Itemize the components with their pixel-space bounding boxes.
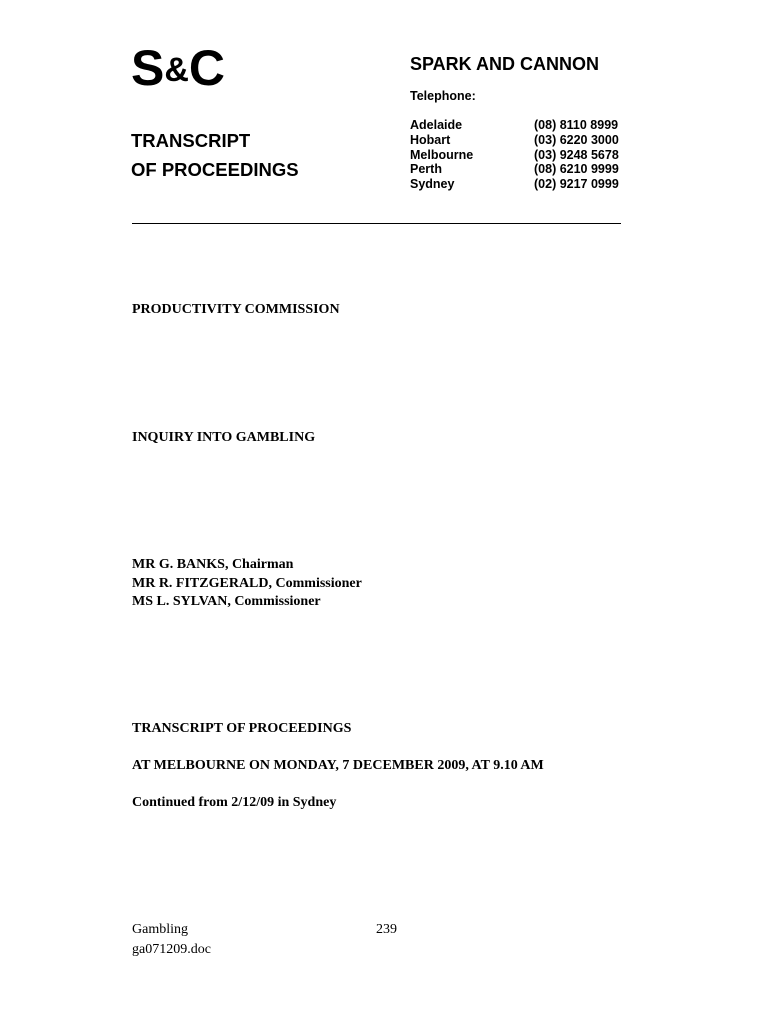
office-city: Sydney xyxy=(410,177,455,192)
spark-and-cannon-logo xyxy=(131,40,224,102)
office-city: Melbourne xyxy=(410,147,474,162)
telephone-label: Telephone: xyxy=(410,89,476,103)
inquiry-heading: INQUIRY INTO GAMBLING xyxy=(132,430,316,445)
logo-ampersand: & xyxy=(164,51,188,89)
transcript-title xyxy=(131,126,299,184)
office-row-melbourne xyxy=(410,148,624,163)
office-city: Hobart xyxy=(410,132,451,147)
office-phone: (08) 6210 9999 xyxy=(534,162,619,177)
transcript-title-line2: OF PROCEEDINGS xyxy=(131,159,299,180)
office-phone: (08) 8110 8999 xyxy=(534,118,619,132)
page-number: 239 xyxy=(376,922,397,937)
header-divider xyxy=(132,223,621,224)
member-chairman: MR G. BANKS, Chairman xyxy=(132,557,294,572)
footer-filename: ga071209.doc xyxy=(132,941,211,957)
office-phone: (03) 9248 5678 xyxy=(534,147,619,162)
office-row-adelaide xyxy=(410,118,624,133)
member-commissioner: MS L. SYLVAN, Commissioner xyxy=(132,594,321,609)
hearing-location-line: AT MELBOURNE ON MONDAY, 7 DECEMBER 2009, AT 9.10 AM xyxy=(132,758,544,773)
office-city: Perth xyxy=(410,162,442,177)
firm-name: SPARK AND CANNON xyxy=(410,54,599,74)
transcript-heading: TRANSCRIPT OF PROCEEDINGS xyxy=(132,721,352,736)
office-row-sydney xyxy=(410,177,624,192)
office-row-hobart xyxy=(410,133,624,148)
logo-letter-c: C xyxy=(188,40,225,96)
footer-title: Gambling xyxy=(132,922,188,937)
logo-letter-s: S xyxy=(131,40,164,96)
page-footer xyxy=(132,920,211,959)
office-phone: (03) 6220 3000 xyxy=(534,132,619,147)
office-phone: (02) 9217 0999 xyxy=(534,177,619,192)
office-phone-list xyxy=(410,118,624,192)
office-city: Adelaide xyxy=(410,118,463,132)
member-commissioner: MR R. FITZGERALD, Commissioner xyxy=(132,575,362,591)
commission-members xyxy=(132,556,362,612)
transcript-title-line1: TRANSCRIPT xyxy=(131,130,251,151)
continued-note: Continued from 2/12/09 in Sydney xyxy=(132,795,337,810)
commission-heading: PRODUCTIVITY COMMISSION xyxy=(132,302,340,317)
office-row-perth xyxy=(410,162,624,177)
